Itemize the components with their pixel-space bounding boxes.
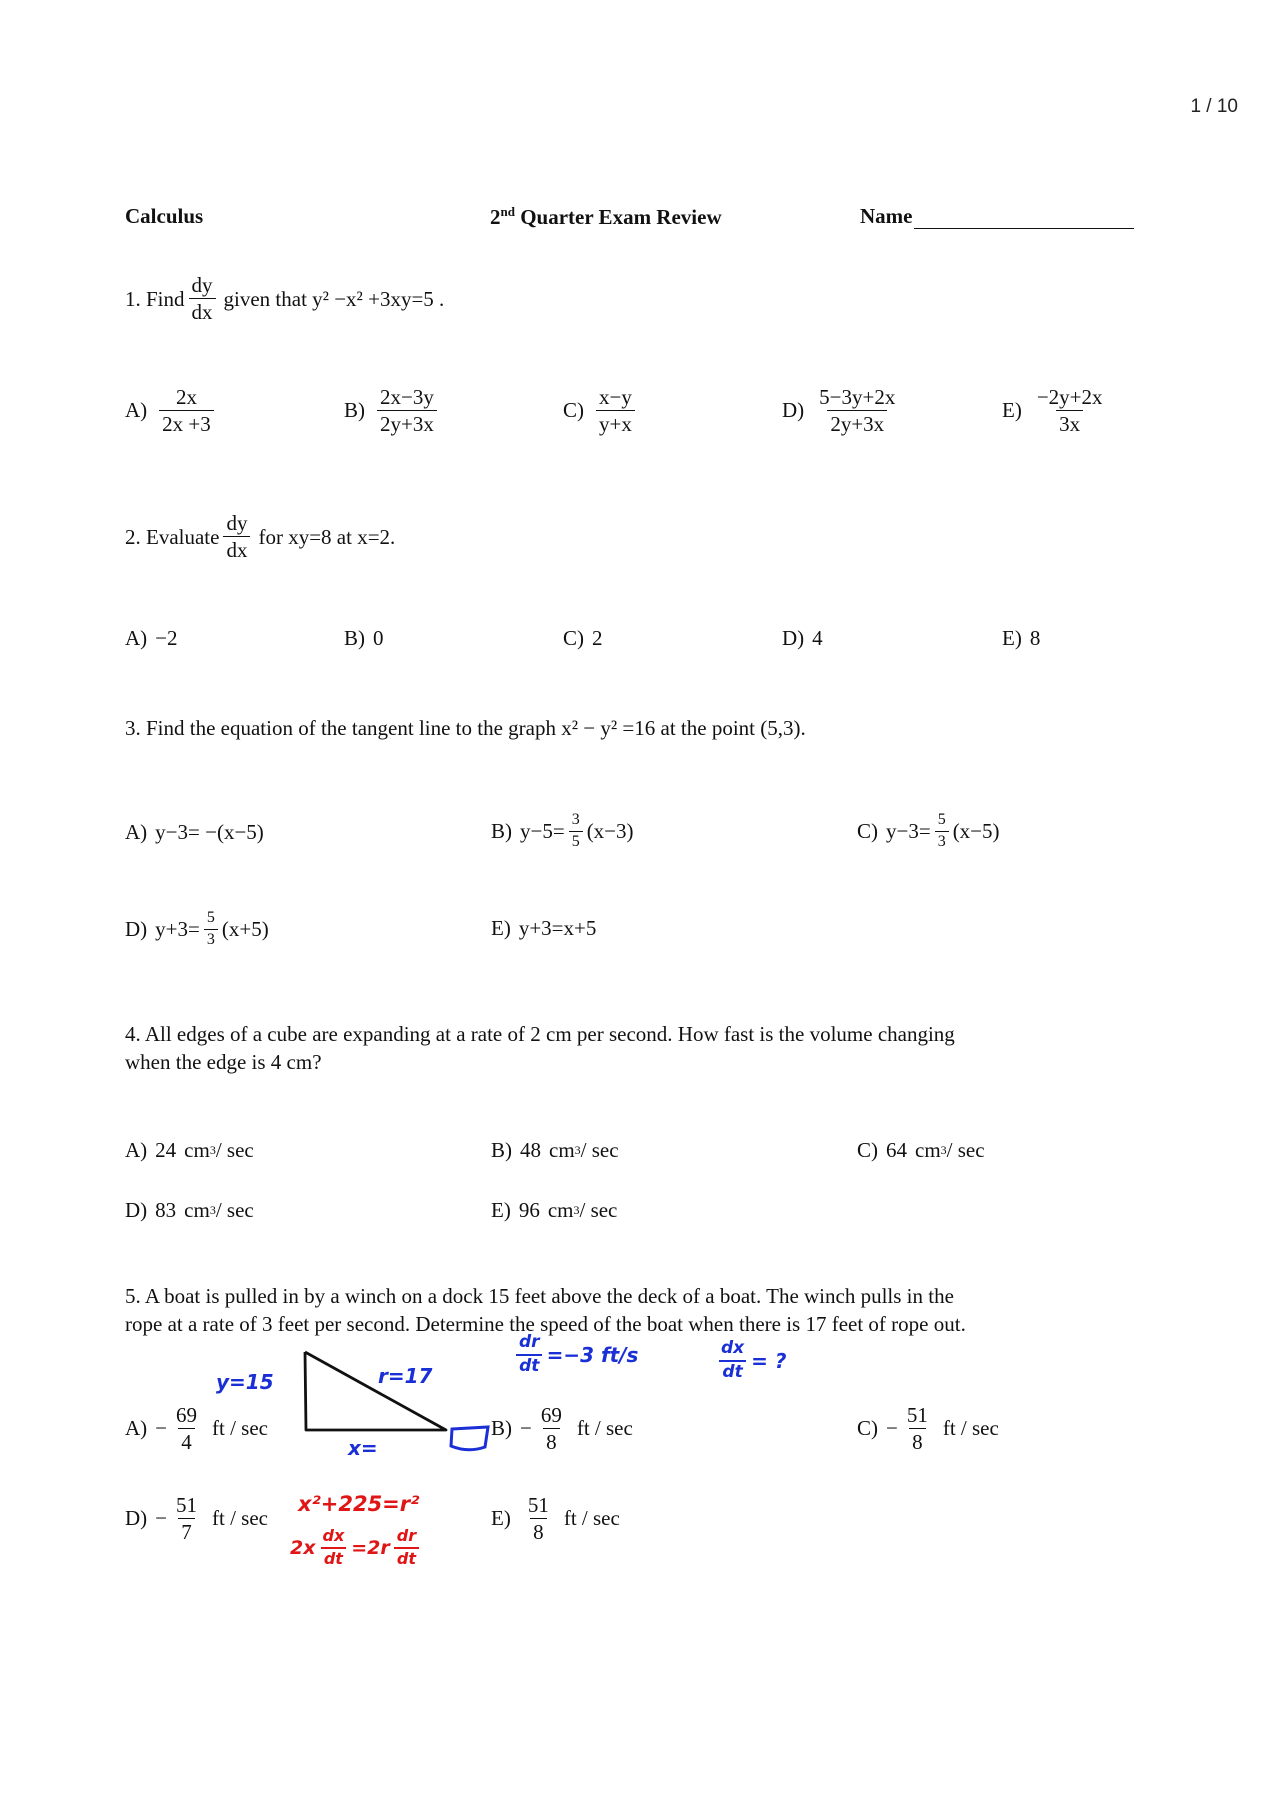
exam-title: 2nd Quarter Exam Review — [490, 204, 722, 229]
q1-option-e: E) $\frac{-2y+2x}{3x}$ — [1002, 385, 1103, 437]
annotation-pythagorean: x²+225=r² — [298, 1492, 420, 1516]
dy-dx-fraction: $\frac{dy}{dx}$ — [189, 274, 216, 323]
annotation-differentiated: 2x $\frac{dx}{dt}$ =2r $\frac{dr}{dt}$ — [290, 1528, 423, 1568]
annotation-y-label: y=15 — [216, 1370, 274, 1394]
question-4-line-2: when the edge is 4 cm? — [125, 1050, 322, 1074]
annotation-dr-dt: $\frac{dr}{dt}$ =−3 ft/s — [512, 1334, 638, 1376]
q5-option-b: B) − $\frac{69}{8}$ ft / sec — [491, 1403, 633, 1455]
q1-option-c: C) $\frac{x-y}{y+x}$ — [563, 386, 639, 435]
q2-option-c: C) 2 — [563, 626, 603, 650]
q4-option-a: A) 24 cm 3 / sec — [125, 1138, 254, 1162]
q1-option-b: B) $\frac{2x-3y}{2y+3x}$ — [344, 386, 441, 435]
boat-sketch — [451, 1427, 488, 1450]
q4-option-d: D) 83 cm 3 / sec — [125, 1198, 254, 1222]
q1-option-a: A) $\frac{2x}{2x +3}$ — [125, 386, 218, 435]
q4-option-c: C) 64 cm 3 / sec — [857, 1138, 985, 1162]
q5-option-c: C) − $\frac{51}{8}$ ft / sec — [857, 1403, 999, 1455]
q3-option-b: B) y−5= $\frac{3}{5}$ (x−3) — [491, 811, 634, 850]
q2-option-a: A) −2 — [125, 626, 178, 650]
question-1: 1. Find $\frac{dy}{dx}$ given that y² −x² +3xy=5 . — [125, 273, 445, 325]
name-field: Name — [860, 204, 1134, 229]
q2-option-d: D) 4 — [782, 626, 823, 650]
q5-option-d: D) − $\frac{51}{7}$ ft / sec — [125, 1493, 268, 1545]
question-3: 3. Find the equation of the tangent line to the graph x² − y² =16 at the point (5,3). — [125, 716, 806, 740]
annotation-r-label: r=17 — [378, 1364, 433, 1388]
annotation-dx-dt: $\frac{dx}{dt}$ = ? — [721, 1338, 787, 1382]
dy-dx-fraction: $\frac{dy}{dx}$ — [223, 512, 250, 561]
q1-option-d: D) $\frac{5-3y+2x}{2y+3x}$ — [782, 385, 896, 437]
question-4-line-1: 4. All edges of a cube are expanding at a rate of 2 cm per second. How fast is the volume changing — [125, 1022, 955, 1046]
question-5-line-1: 5. A boat is pulled in by a winch on a dock 15 feet above the deck of a boat. The winch pulls in the — [125, 1284, 954, 1308]
q2-option-e: E) 8 — [1002, 626, 1041, 650]
q3-option-c: C) y−3= $\frac{5}{3}$ (x−5) — [857, 811, 1000, 850]
q3-option-d: D) y+3= $\frac{5}{3}$ (x+5) — [125, 909, 269, 948]
q5-option-a: A) − $\frac{69}{4}$ ft / sec — [125, 1403, 268, 1455]
page-indicator: 1 / 10 — [1190, 96, 1238, 117]
question-5-line-2: rope at a rate of 3 feet per second. Determine the speed of the boat when there is 17 feet of rope out. — [125, 1312, 966, 1336]
course-title: Calculus — [125, 204, 204, 228]
q4-option-b: B) 48 cm 3 / sec — [491, 1138, 619, 1162]
q3-option-a: A) y−3= −(x−5) — [125, 820, 264, 844]
q4-option-e: E) 96 cm 3 / sec — [491, 1198, 618, 1222]
q5-option-e: E) $\frac{51}{8}$ ft / sec — [491, 1493, 620, 1545]
q2-option-b: B) 0 — [344, 626, 384, 650]
q3-option-e: E) y+3=x+5 — [491, 916, 597, 940]
annotation-x-label: x= — [348, 1436, 378, 1460]
question-2: 2. Evaluate $\frac{dy}{dx}$ for xy=8 at x=2. — [125, 511, 396, 563]
